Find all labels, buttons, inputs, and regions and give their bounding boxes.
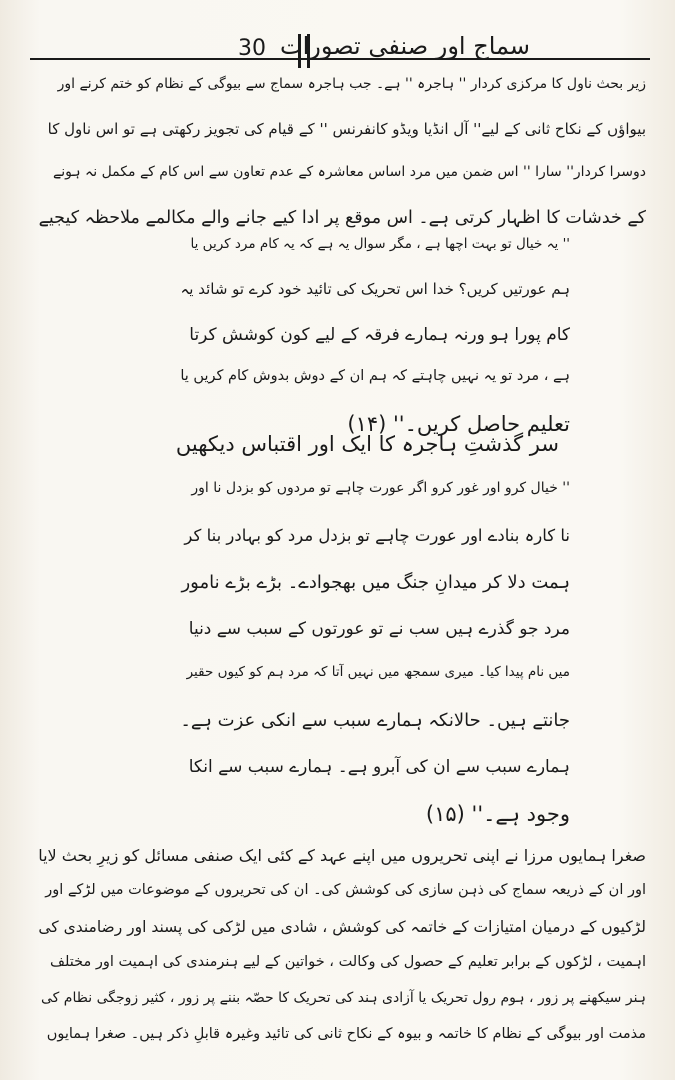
header-rule <box>30 58 650 60</box>
text-line: بیواؤں کے نکاح ثانی کے لیے'' آل انڈیا ویڈو کانفرنس '' کے قیام کی تجویز رکھتی ہے تو اس ناول کا <box>47 120 646 138</box>
quote-line: ہم عورتیں کریں؟ خدا اس تحریک کی تائید خود کرے تو شائد یہ <box>180 280 570 298</box>
quote-line: مرد جو گذرے ہیں سب نے تو عورتوں کے سبب سے دنیا <box>188 619 570 639</box>
page-number: 30 <box>238 36 266 61</box>
quote-line: ہمارے سبب سے ان کی آبرو ہے۔ ہمارے سبب سے انکا <box>188 757 570 777</box>
quote-line: ہمت دلا کر میدانِ جنگ میں بھجوادے۔ بڑے بڑے نامور <box>181 572 570 593</box>
running-title: سماج اور صنفی تصورات <box>279 32 530 60</box>
quote-line: جانتے ہیں۔ حالانکہ ہمارے سبب سے انکی عزت ہے۔ <box>180 710 570 731</box>
quote-line: نا کارہ بنادے اور عورت چاہے تو بزدل مرد کو بہادر بنا کر <box>184 526 570 545</box>
quote-line: '' خیال کرو اور غور کرو اگر عورت چاہے تو مردوں کو بزدل نا اور <box>191 480 570 496</box>
text-line: کے خدشات کا اظہار کرتی ہے۔ اس موقع پر ادا کیے جانے والے مکالمے ملاحظہ کیجیے <box>38 208 646 228</box>
quote-line: کام پورا ہو ورنہ ہمارے فرقہ کے لیے کون کوشش کرتا <box>189 325 570 345</box>
text-line: اور ان کے ذریعہ سماج کی ذہن سازی کی کوشش کی۔ ان کی تحریروں کے موضوعات میں لڑکے اور <box>45 882 646 898</box>
text-line: زیر بحث ناول کا مرکزی کردار '' ہاجرہ '' ہے۔ جب ہاجرہ سماج سے بیوگی کے نظام کو ختم کرنے اور <box>57 76 646 92</box>
text-line: مذمت اور بیوگی کے نظام کا خاتمہ و بیوہ کے نکاح ثانی کی تائید وغیرہ قابلِ ذکر ہیں۔ صغرا ہمایوں <box>46 1026 646 1042</box>
text-line: لڑکیوں کے درمیان امتیازات کے خاتمہ کی کوشش ، شادی میں لڑکی کی پسند اور رضامندی کی <box>38 918 646 936</box>
text-line: صغرا ہمایوں مرزا نے اپنی تحریروں میں اپنے عہد کے کئی ایک صنفی مسائل کو زیرِ بحث لایا <box>38 846 646 865</box>
quote-line: ہے ، مرد تو یہ نہیں چاہتے کہ ہم ان کے دوش بدوش کام کریں یا <box>180 368 570 384</box>
quote-line: '' یہ خیال تو بہت اچھا ہے ، مگر سوال یہ ہے کہ یہ کام مرد کریں یا <box>190 236 570 252</box>
text-line: اہمیت ، لڑکوں کے برابر تعلیم کے حصول کی وکالت ، خواتین کے لیے ہنرمندی کی اہمیت اور مختلف <box>49 954 646 970</box>
text-line: دوسرا کردار'' سارا '' اس ضمن میں مرد اساس معاشرہ کے عدم تعاون سے اس کام کے مکمل نہ ہونے <box>53 164 646 180</box>
text-line: ہنر سیکھنے پر زور ، ہوم رول تحریک یا آزادی ہند کی تحریک کا حصّہ بننے پر زور ، کثیر زوجگی نظام کی <box>41 990 646 1006</box>
quote-line: وجود ہے۔'' (۱۵) <box>425 802 570 826</box>
page-header <box>30 30 650 74</box>
quote-line: میں نام پیدا کیا۔ میری سمجھ میں نہیں آتا کہ مرد ہم کو کیوں حقیر <box>186 664 570 680</box>
text-line: سر گذشتِ ہاجرہ کا ایک اور اقتباس دیکھیں <box>175 432 559 456</box>
quote-line: تعلیم حاصل کریں۔'' (۱۴) <box>347 412 570 436</box>
